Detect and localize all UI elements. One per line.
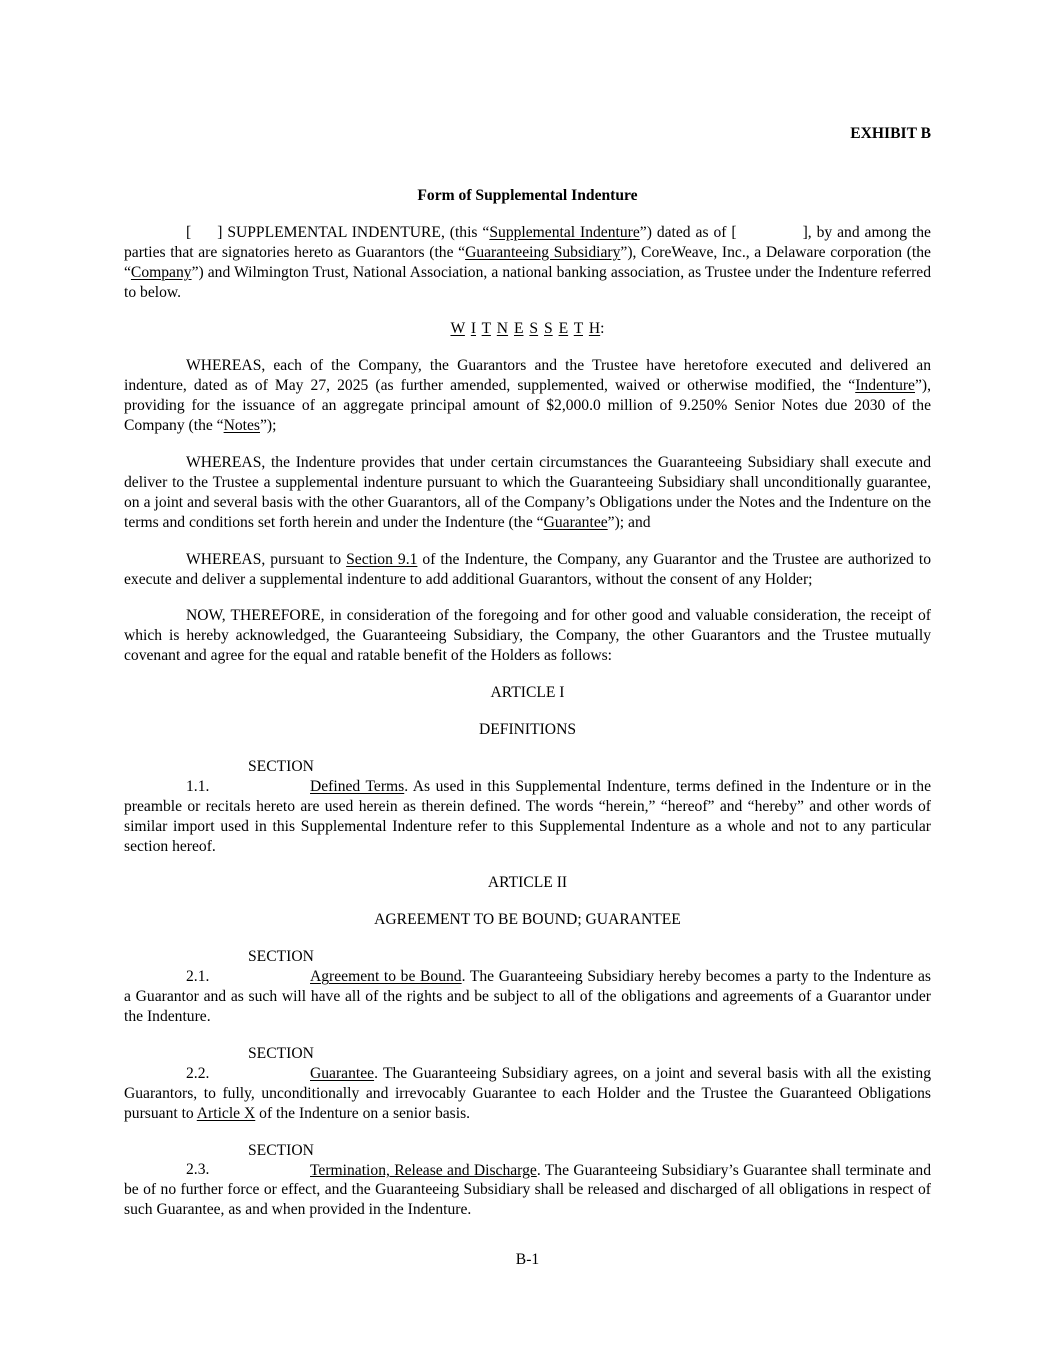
- section-2-2: [124, 1044, 931, 1124]
- section-label: SECTION 2.2.: [186, 1044, 314, 1082]
- preamble-text: ”), CoreWeave, Inc., a Delaware corporation (the “: [124, 243, 931, 281]
- section-text: . The Guaranteeing Subsidiary agrees, on a joint and several basis with all the existing Guarantors, to fully, unconditionally and irrevocably Guarantee to each Holder and the Trustee the Guaranteed Obligations pursuant to: [124, 1064, 931, 1122]
- section-title: Agreement to be Bound: [310, 968, 462, 986]
- section-title: Defined Terms: [310, 777, 405, 795]
- defined-term-indenture: Indenture: [855, 377, 915, 395]
- witnesseth-letter: E: [513, 320, 524, 338]
- witnesseth-letter: T: [481, 320, 491, 338]
- defined-term-company: Company: [130, 263, 192, 281]
- preamble-text: [: [186, 223, 192, 241]
- section-text: . As used in this Supplemental Indenture, terms defined in the Indenture or in the preamble or recitals hereto are used herein as therein defined. The words “herein,” “hereof” and “hereby” and other words of similar import used in this Supplemental Indenture refer to this Supplemental Indenture as a whole and not to any particular section hereof.: [124, 777, 931, 855]
- recital-text: ”); and: [607, 513, 651, 531]
- document-body: [124, 124, 931, 1220]
- witnesseth-letter: W: [450, 320, 465, 338]
- article-1-heading: ARTICLE I: [490, 684, 565, 702]
- article-2-heading: ARTICLE II: [487, 874, 568, 892]
- section-text: . The Guaranteeing Subsidiary’s Guarantee shall terminate and be of no further force or effect, and the Guaranteeing Subsidiary shall be released and discharged of all obligations in respect of such Guarantee, as and when provided in the Indenture.: [124, 1161, 931, 1219]
- defined-term-notes: Notes: [223, 417, 260, 435]
- article-2-title: AGREEMENT TO BE BOUND; GUARANTEE: [374, 911, 681, 929]
- section-text: of the Indenture on a senior basis.: [255, 1104, 471, 1122]
- section-label: SECTION 1.1.: [186, 757, 314, 795]
- now-therefore-paragraph: NOW, THEREFORE, in consideration of the foregoing and for other good and valuable consideration, the receipt of which is hereby acknowledged, the Guaranteeing Subsidiary, the Company, the other Guarantors and the Trustee mutually covenant and agree for the equal and ratable benefit of the Holders as follows:: [124, 607, 931, 665]
- defined-term-supplemental-indenture: Supplemental Indenture: [489, 223, 640, 241]
- preamble-text: ”) and Wilmington Trust, National Association, a national banking association, as Trustee under the Indenture referred to below.: [124, 263, 931, 301]
- witnesseth-colon: :: [600, 320, 605, 338]
- witnesseth-letter: T: [573, 320, 583, 338]
- witnesseth-letter: I: [470, 320, 477, 338]
- recital-authority: [124, 550, 931, 590]
- section-title: Termination, Release and Discharge: [310, 1161, 537, 1179]
- witnesseth-letter: E: [558, 320, 569, 338]
- document-title: Form of Supplemental Indenture: [417, 186, 638, 204]
- section-title: Guarantee: [310, 1064, 375, 1082]
- section-text: . The Guaranteeing Subsidiary hereby becomes a party to the Indenture as a Guarantor and as such will have all of the rights and be subject to all of the obligations and agreements of a Guarantor under the Indenture.: [124, 968, 931, 1025]
- preamble-text: ”) dated as of [: [639, 223, 737, 241]
- witnesseth-letter: N: [496, 320, 509, 338]
- recital-guarantee: [124, 453, 931, 533]
- defined-term-guarantee: Guarantee: [543, 513, 608, 531]
- section-2-1: [124, 947, 931, 1027]
- recital-text: ”), providing for the issuance of an aggregate principal amount of $2,000.0 million of 9.250% Senior Notes due 2030 of the Company (the “: [124, 377, 931, 435]
- witnesseth-letter: S: [529, 320, 539, 338]
- article-reference: Article X: [196, 1104, 256, 1122]
- defined-term-guaranteeing-subsidiary: Guaranteeing Subsidiary: [465, 243, 621, 261]
- recital-text: WHEREAS, the Indenture provides that under certain circumstances the Guaranteeing Subsidiary shall execute and deliver to the Trustee a supplemental indenture pursuant to which the Guaranteeing Subsidiary shall unconditionally guarantee, on a joint and several basis with the other Guarantors, all of the Company’s Obligations under the Notes and the Indenture on the terms and conditions set forth herein and under the Indenture (the “: [124, 453, 931, 531]
- section-2-3: [124, 1141, 931, 1221]
- section-1-1: [124, 757, 931, 857]
- preamble-text: ], by and among the parties that are signatories hereto as Guarantors (the “: [124, 223, 931, 261]
- preamble-paragraph: [124, 223, 931, 303]
- section-label: SECTION 2.1.: [186, 948, 314, 986]
- recital-indenture: [124, 356, 931, 436]
- recital-text: ”);: [260, 417, 277, 435]
- recital-text: of the Indenture, the Company, any Guarantor and the Trustee are authorized to execute and deliver a supplemental indenture to add additional Guarantors, without the consent of any Holder;: [124, 550, 931, 588]
- recital-text: WHEREAS, each of the Company, the Guarantors and the Trustee have heretofore executed and delivered an indenture, dated as of May 27, 2025 (as further amended, supplemented, waived or otherwise modified, the “: [124, 357, 931, 395]
- witnesseth-letter: H: [588, 320, 601, 338]
- preamble-text: ] SUPPLEMENTAL INDENTURE, (this “: [217, 223, 490, 241]
- page-number: B-1: [515, 1251, 540, 1268]
- witnesseth-letter: S: [544, 320, 553, 338]
- recital-text: WHEREAS, pursuant to: [186, 550, 347, 568]
- witnesseth-heading: [124, 319, 931, 339]
- section-label: SECTION 2.3.: [186, 1141, 314, 1179]
- exhibit-label: EXHIBIT B: [850, 125, 931, 142]
- article-1-title: DEFINITIONS: [478, 721, 577, 739]
- section-reference: Section 9.1: [346, 550, 418, 568]
